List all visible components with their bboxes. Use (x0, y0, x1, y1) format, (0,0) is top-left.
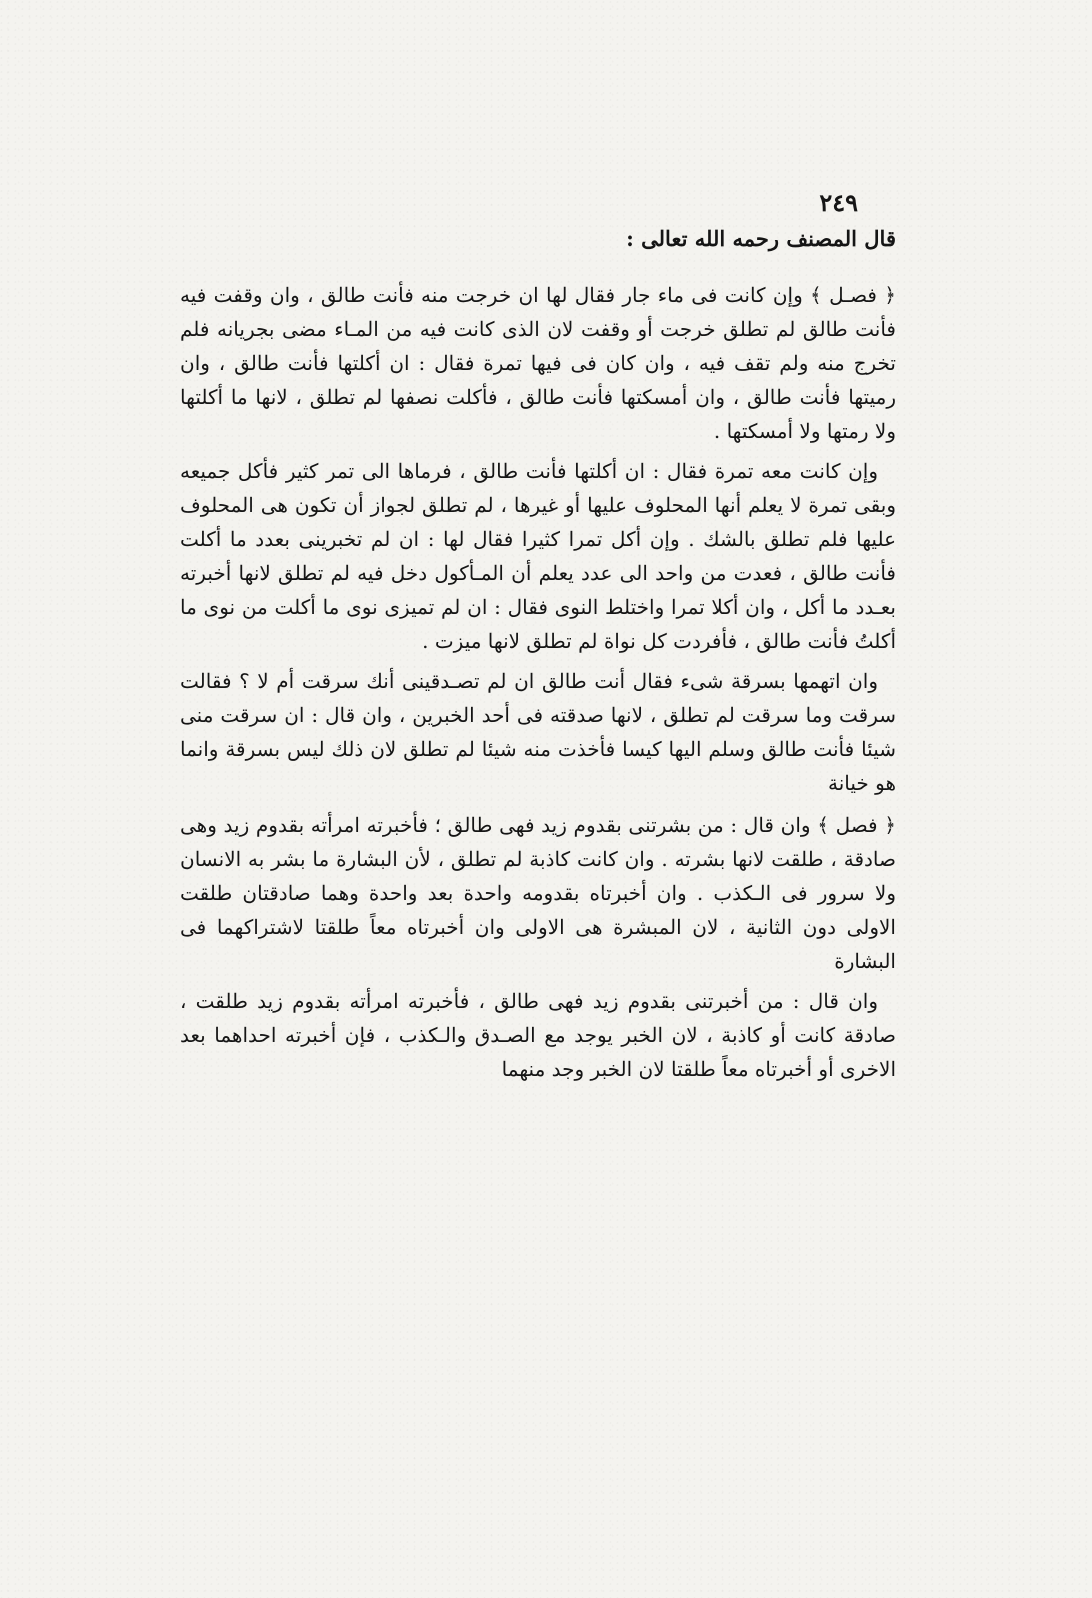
paragraph-theft: وان اتهمها بسرقة شىء فقال أنت طالق ان لم تصـدقينى أنك سرقت أم لا ؟ فقالت سرقت وما سرقت لم تطلق ، لانها صدقته فى أحد الخبرين ، وان قال : ان سرقت منى شيئا فأنت طالق وسلم اليها كيسا فأخذت منه شيئا لم تطلق لان ذلك ليس بسرقة وانما هو خيانة (180, 669, 896, 795)
section-heading: قال المصنف رحمه الله تعالى : (626, 226, 896, 251)
paragraph-running-water: ﴿ فصـل ﴾ وإن كانت فى ماء جار فقال لها ان خرجت منه فأنت طالق ، وان وقفت فيه فأنت طالق لم تطلق خرجت أو وقفت لان الذى كانت فيه من المـاء مضى بجريانه فلم تخرج منه ولم تقف فيه ، وان كان فى فيها تمرة فقال : ان أكلتها فأنت طالق ، وان رميتها فأنت طالق ، وان أمسكتها فأنت طالق ، فأكلت نصفها لم تطلق ، لانها ما أكلتها ولا رمتها ولا أمسكتها . (180, 283, 896, 443)
paragraph-date-fruit: وإن كانت معه تمرة فقال : ان أكلتها فأنت طالق ، فرماها الى تمر كثير فأكل جميعه وبقى تمرة لا يعلم أنها المحلوف عليها أو غيرها ، لم تطلق لجواز أن تكون هى المحلوف عليها فلم تطلق بالشك . وإن أكل تمرا كثيرا فقال لها : ان لم تخبرينى بعدد ما أكلت فأنت طالق ، فعدت من واحد الى عدد يعلم أن المـأكول دخل فيه لم تطلق لانها أخبرته بعـدد ما أكل ، وان أكلا تمرا واختلط النوى فقال : ان لم تميزى نوى ما أكلت من نوى ما أكلتُ فأنت طالق ، فأفردت كل نواة لم تطلق لانها ميزت . (180, 459, 896, 653)
paragraph-informing: وان قال : من أخبرتنى بقدوم زيد فهى طالق ، فأخبرته امرأته بقدوم زيد طلقت ، صادقة كانت أو كاذبة ، لان الخبر يوجد مع الصـدق والـكذب ، فإن أخبرته احداهما بعد الاخرى أو أخبرتاه معاً طلقتا لان الخبر وجد منهما (180, 989, 896, 1081)
paragraph-good-news: ﴿ فصل ﴾ وان قال : من بشرتنى بقدوم زيد فهى طالق ؛ فأخبرته امرأته بقدوم زيد وهى صادقة ، طلقت لانها بشرته . وان كانت كاذبة لم تطلق ، لأن البشارة ما بشر به الانسان ولا سرور فى الـكذب . وان أخبرتاه بقدومه واحدة بعد واحدة وهما صادقتان طلقت الاولى دون الثانية ، لان المبشرة هى الاولى وان أخبرتاه معاً طلقتا لاشتراكهما فى البشارة (180, 813, 896, 973)
page-number: ٢٤٩ (819, 188, 858, 217)
page-body (180, 222, 896, 1092)
